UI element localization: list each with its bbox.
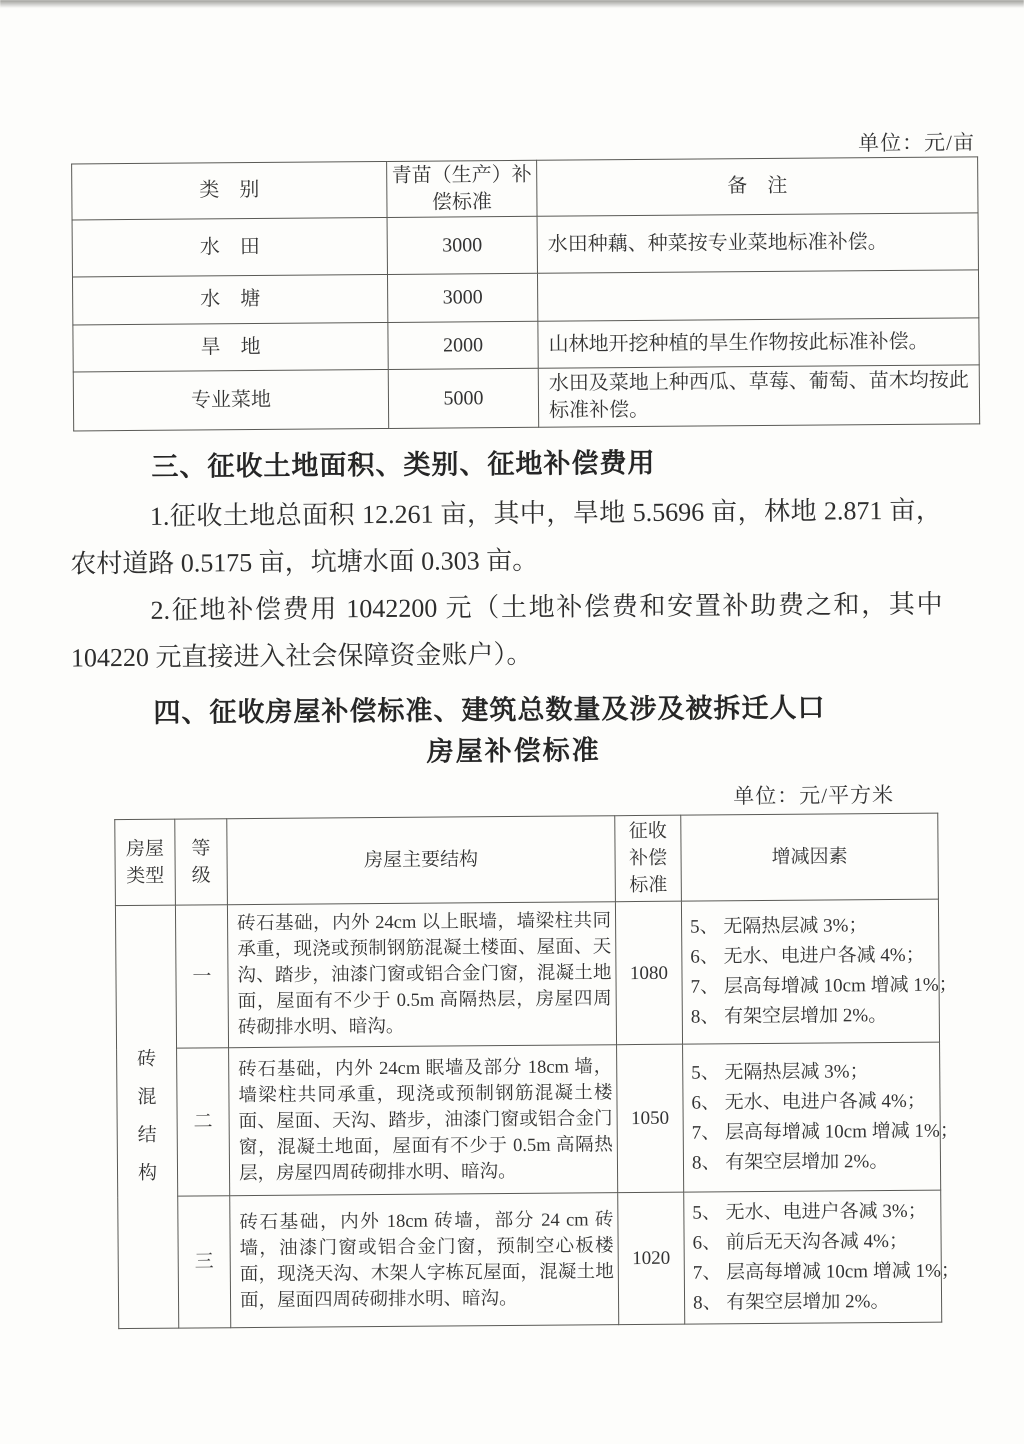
t2-cell-standard: 1050 [617, 1044, 684, 1193]
t1-cell-standard: 5000 [388, 368, 538, 428]
paragraph-compensation-fee: 2.征地补偿费用 1042200 元（土地补偿费和安置补助费之和，其中 104220 元直接进入社会保障资金账户）。 [70, 589, 943, 673]
factor-item: 8、 有架空层增加 2%。 [691, 1150, 889, 1174]
t2-header-factors: 增减因素 [681, 813, 939, 901]
scan-edge-artifact [0, 0, 1024, 8]
t2-cell-grade: 一 [175, 905, 228, 1048]
t1-cell-category: 水 塘 [72, 274, 387, 324]
table-row [118, 1190, 942, 1328]
factor-item: 8、 有架空层增加 2%。 [690, 1005, 888, 1028]
paragraph-land-area: 1.征收土地总面积 12.261 亩，其中，旱地 5.5696 亩，林地 2.871 亩，农村道路 0.5175 亩，坑塘水面 0.303 亩。 [70, 495, 942, 579]
t1-cell-standard: 3000 [387, 273, 537, 322]
t1-cell-category: 旱 地 [73, 322, 388, 371]
t1-cell-remark: 山林地开挖种植的旱生作物按此标准补偿。 [538, 318, 979, 368]
t1-cell-remark [537, 270, 978, 321]
house-compensation-table [114, 813, 960, 1329]
unit-label-yuan-per-mu: 单位：元/亩 [858, 130, 976, 156]
table-row [115, 899, 939, 1048]
table-header-row [115, 813, 939, 905]
t1-cell-category: 水 田 [72, 217, 387, 276]
t2-cell-factors [681, 899, 958, 1044]
t2-cell-factors [683, 1042, 959, 1192]
t1-cell-remark: 水田及菜地上种西瓜、草莓、葡萄、苗木均按此标准补偿。 [538, 365, 979, 427]
house-type-vertical-label: 砖混结构 [137, 1048, 158, 1184]
t1-cell-standard: 3000 [387, 216, 537, 274]
table-row [117, 1042, 941, 1196]
factor-item: 6、 无水、电进户各减 4%； [691, 1090, 926, 1114]
t1-header-category: 类 别 [72, 161, 387, 219]
factor-item: 6、 前后无天沟各减 4%； [692, 1230, 909, 1254]
t2-header-structure: 房屋主要结构 [227, 816, 616, 905]
t2-cell-structure: 砖石基础，内外 24cm 眠墙及部分 18cm 墙，墙梁柱共同承重，现浇或预制钢筋混凝土楼面、屋面、天沟、踏步，油漆门窗或铝合金门窗，混凝土地面，屋面有不少于 0.5m 高隔热层，房屋四周砖砌排水明、暗沟。 [229, 1045, 618, 1196]
t2-cell-grade: 二 [177, 1048, 230, 1196]
factor-item: 8、 有架空层增加 2%。 [692, 1290, 890, 1314]
t2-cell-standard: 1080 [615, 901, 682, 1045]
unit-label-yuan-per-sqm: 单位：元/平方米 [733, 783, 895, 809]
t1-header-standard: 青苗（生产）补偿标准 [387, 160, 537, 217]
t2-cell-standard: 1020 [618, 1192, 685, 1325]
table-row [72, 270, 978, 325]
section-3-heading: 三、征收土地面积、类别、征地补偿费用 [151, 447, 656, 482]
t2-cell-grade: 三 [178, 1196, 231, 1328]
factor-item: 5、 无隔热层减 3%； [691, 1060, 869, 1084]
t2-cell-structure: 砖石基础，内外 24cm 以上眠墙，墙梁柱共同承重，现浇或预制钢筋混凝土楼面、屋面、天沟、踏步，油漆门窗或铝合金门窗，混凝土地面，屋面有不少于 0.5m 高隔热层，房屋四周砖砌排水明、暗沟。 [227, 902, 616, 1048]
t2-header-grade: 等级 [175, 819, 228, 905]
section-4-heading: 四、征收房屋补偿标准、建筑总数量及涉及被拆迁人口 [153, 692, 826, 728]
table-row [73, 365, 979, 431]
t1-cell-standard: 2000 [388, 321, 538, 369]
house-compensation-subtitle: 房屋补偿标准 [426, 735, 601, 767]
table-row [72, 213, 978, 277]
t1-header-remark: 备 注 [537, 157, 978, 216]
factor-item: 5、 无隔热层减 3%； [690, 915, 868, 938]
crop-compensation-table [71, 156, 980, 431]
t1-cell-category: 专业菜地 [73, 369, 388, 430]
t2-cell-house-type [115, 905, 178, 1328]
factor-item: 6、 无水、电进户各减 4%； [690, 944, 925, 968]
t2-header-standard: 征收补偿标准 [615, 815, 682, 902]
factor-item: 7、 层高每增减 10cm 增减 1%； [691, 1120, 959, 1144]
factor-item: 5、 无水、电进户各减 3%； [692, 1200, 927, 1224]
factor-item: 7、 层高每增减 10cm 增减 1%； [690, 974, 958, 998]
table-header-row [72, 157, 978, 220]
table-row [73, 318, 979, 372]
factor-item: 7、 层高每增减 10cm 增减 1%； [692, 1260, 960, 1284]
t1-cell-remark: 水田种藕、种菜按专业菜地标准补偿。 [537, 213, 978, 273]
t2-header-house-type: 房屋类型 [115, 819, 176, 905]
t2-cell-structure: 砖石基础，内外 18cm 砖墙，部分 24 cm 砖墙，油漆门窗或铝合金门窗，预制空心板楼面，现浇天沟、木架人字栋瓦屋面，混凝土地面，屋面四周砖砌排水明、暗沟。 [230, 1193, 619, 1328]
t2-cell-factors [684, 1190, 960, 1324]
